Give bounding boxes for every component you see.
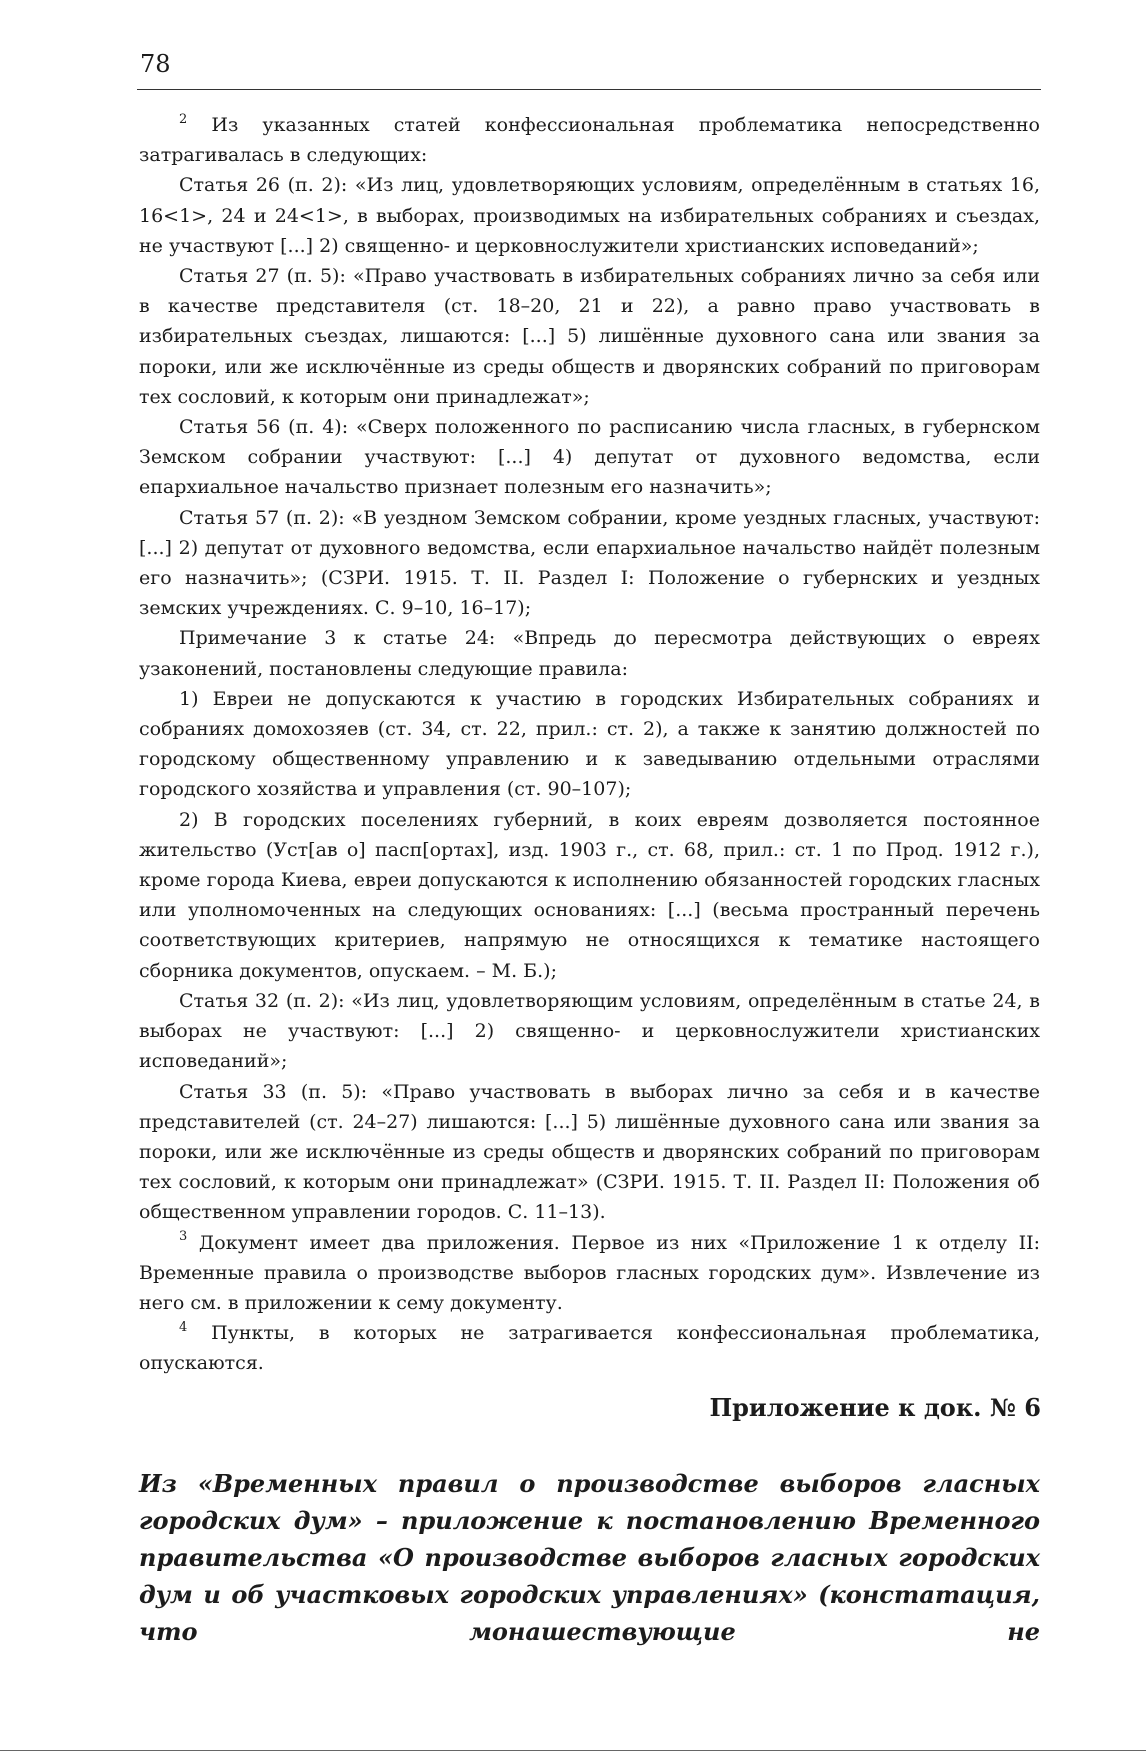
footnote-marker: 4 [179,1319,188,1335]
note-paragraph: 1) Евреи не допускаются к участию в городских Избирательных собраниях и собраниях домохозяев (ст. 34, ст. 22, прил.: ст. 2), а также к занятию должностей по городскому общественному управлению и к заведыванию отдельными отраслями городского хозяйства и управления (ст. 90–107); [139,687,1040,801]
note-paragraph: Статья 57 (п. 2): «В уездном Земском собрании, кроме уездных гласных, участвуют: [...] 2) депутат от духовного ведомства, если епархиальное начальство найдёт полезным его назначить»; (СЗРИ. 1915. Т. II. Раздел I: Положение о губернских и уездных земских учреждениях. С. 9–10, 16–17); [139,506,1040,620]
footnote-marker: 2 [179,111,188,127]
note-paragraph: Примечание 3 к статье 24: «Впредь до пересмотра действующих о евреях узаконений, постановлены следующие правила: [139,627,1040,680]
note-text: Из указанных статей конфессиональная проблематика непосредственно затрагивалась в следующих: [139,114,1040,167]
note-paragraph: Статья 56 (п. 4): «Сверх положенного по расписанию числа гласных, в губернском Земском собрании участвуют: [...] 4) депутат от духовного ведомства, если епархиальное начальство признает полезным его назначить»; [139,416,1040,499]
note-text: Документ имеет два приложения. Первое из них «Приложение 1 к отделу II: Временные правила о производстве выборов гласных городских дум». Извлечение из него см. в приложении к сему документу. [139,1231,1040,1314]
footnote-4 [139,1318,1040,1378]
note-paragraph: Статья 27 (п. 5): «Право участвовать в избирательных собраниях лично за себя или в качестве представителя (ст. 18–20, 21 и 22), а равно право участвовать в избирательных съездах, лишаются: [...] 5) лишённые духовного сана или звания за пороки, или же исключённые из среды обществ и дворянских собраний по приговорам тех сословий, к которым они принадлежат»; [139,265,1040,408]
note-paragraph: 2) В городских поселениях губерний, в коих евреям дозволяется постоянное жительство (Уст[ав о] пасп[ортах], изд. 1903 г., ст. 68, прил.: ст. 1 по Прод. 1912 г.), кроме города Киева, евреи допускаются к исполнению обязанностей городских гласных или уполномоченных на следующих основаниях: [...] (весьма пространный перечень соответствующих критериев, напрямую не относящихся к тематике настоящего сборника документов, опускаем. – М. Б.); [139,808,1040,982]
note-paragraph: Статья 26 (п. 2): «Из лиц, удовлетворяющих условиям, определённым в статьях 16, 16<1>, 24 и 24<1>, в выборах, производимых на избирательных собраниях и съездах, не участвуют [...] 2) священно- и церковнослужители христианских исповеданий»; [139,174,1040,257]
footnote-3 [139,1228,1040,1319]
document-title: Из «Временных правил о производстве выборов гласных городских дум» – приложение к постановлению Временного правительства «О производстве выборов гласных городских дум и об участковых городских управлениях» (констатация, что монашествующие не [139,1469,1040,1646]
note-paragraph: Статья 33 (п. 5): «Право участвовать в выборах лично за себя и в качестве представителей (ст. 24–27) лишаются: [...] 5) лишённые духовного сана или звания за пороки, или же исключённые из среды обществ и дворянских собраний по приговорам тех сословий, к которым они принадлежат» (СЗРИ. 1915. Т. II. Раздел II: Положения об общественном управлении городов. С. 11–13). [139,1080,1040,1224]
footnote-2 [139,110,1040,170]
page-bottom-edge [0,1750,1146,1751]
note-text: Пункты, в которых не затрагивается конфессиональная проблематика, опускаются. [139,1322,1040,1375]
footnote-marker: 3 [179,1229,188,1245]
appendix-heading: Приложение к док. № 6 [709,1393,1041,1422]
header-rule [137,89,1041,90]
page-number: 78 [140,50,171,78]
note-paragraph: Статья 32 (п. 2): «Из лиц, удовлетворяющим условиям, определённым в статье 24, в выборах не участвуют: [...] 2) священно- и церковнослужители христианских исповеданий»; [139,989,1040,1073]
footnotes [139,110,1040,1379]
